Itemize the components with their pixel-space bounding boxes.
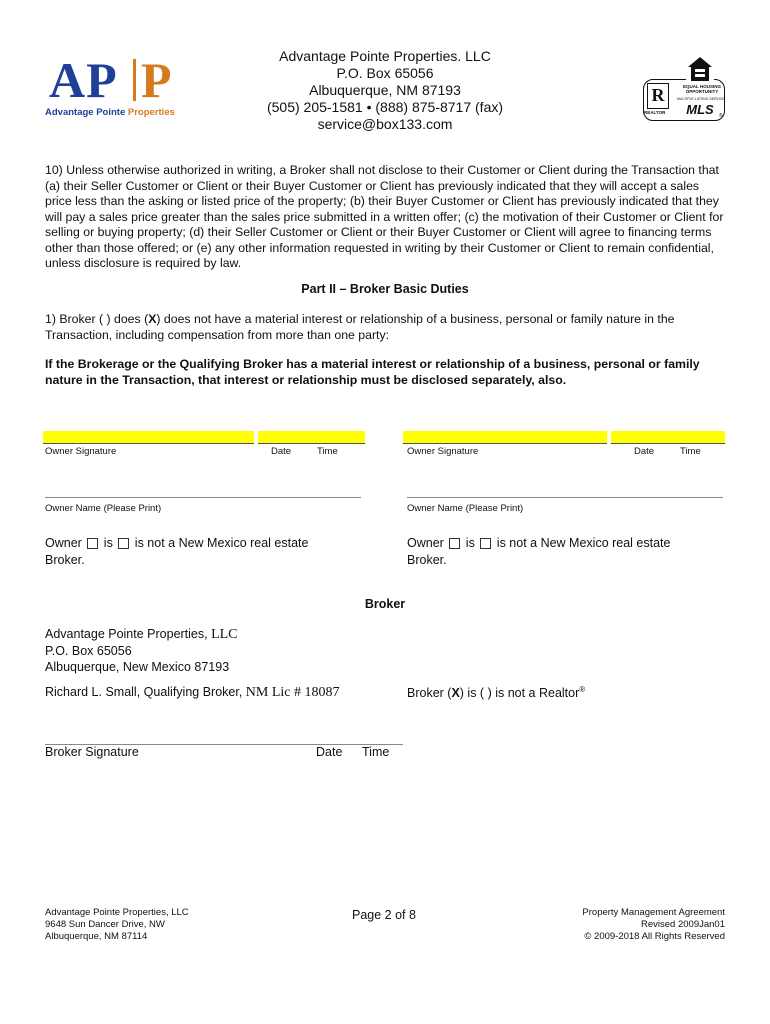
- disclosure-notice: If the Brokerage or the Qualifying Broker has a material interest or relationship of a business, personal or family nature in the Transaction, that interest or relationship must be disclosed separately, also.: [45, 357, 700, 387]
- logo-sub-orange: Properties: [127, 107, 175, 118]
- is-not-checkbox-right[interactable]: [480, 538, 491, 549]
- broker-interest-paragraph: [45, 312, 725, 343]
- qualifying-broker-name: Richard L. Small, Qualifying Broker,: [45, 685, 246, 699]
- broker-company-suffix: LLC: [211, 627, 238, 642]
- broker-section-title: Broker: [364, 597, 406, 611]
- broker-date-label: Date: [316, 745, 343, 759]
- realtor-status-x: X: [451, 686, 460, 701]
- owner-word: Owner: [407, 536, 444, 550]
- header-city: Albuquerque, NM 87193: [309, 82, 461, 98]
- broker-time-label: Time: [362, 745, 390, 759]
- owner-signature-label-right: Owner Signature: [407, 446, 479, 457]
- broker-company: [45, 626, 238, 643]
- footer-company: Advantage Pointe Properties, LLC: [45, 907, 189, 918]
- header-company: Advantage Pointe Properties. LLC: [279, 48, 491, 64]
- header-email: service@box133.com: [317, 116, 453, 132]
- time-label-right: Time: [680, 446, 701, 457]
- date-label-right: Date: [634, 446, 655, 457]
- realtor-status-b: ) is ( ) is not a Realtor: [459, 686, 580, 701]
- mls-reg: ®: [719, 113, 723, 119]
- footer-document-info: [520, 907, 725, 943]
- company-logo: [45, 52, 190, 120]
- broker-license: NM Lic # 18087: [245, 685, 340, 700]
- realtor-status: [407, 685, 585, 700]
- broker-city: Albuquerque, New Mexico 87193: [45, 660, 230, 674]
- is-checkbox-right[interactable]: [449, 538, 460, 549]
- broker-interest-part-b: ) does not have a material interest or relationship of a business, personal or family nature in the Transaction, including compensation from more than one party:: [45, 312, 675, 342]
- owner-word: Owner: [45, 536, 82, 550]
- is-not-text: is not a New Mexico real estate: [496, 536, 671, 550]
- equal-housing-icon: [686, 55, 714, 83]
- header-contact: [200, 48, 570, 133]
- is-word: is: [103, 536, 113, 550]
- realtor-reg: ®: [579, 685, 586, 694]
- owner-name-field-right[interactable]: [407, 497, 723, 498]
- footer-street: 9648 Sun Dancer Drive, NW: [45, 919, 165, 930]
- mls-small-text: MULTIPLE LISTING SERVICE: [677, 97, 725, 101]
- logo-subtitle: [45, 107, 175, 118]
- realtor-status-a: Broker (: [407, 686, 452, 701]
- header-po-box: P.O. Box 65056: [336, 65, 434, 81]
- is-not-text: is not a New Mexico real estate: [134, 536, 309, 550]
- owner-signature-field-left[interactable]: [43, 431, 365, 444]
- owner-name-label-right: Owner Name (Please Print): [407, 503, 524, 514]
- broker-company-prefix: Advantage Pointe Properties,: [45, 627, 212, 641]
- realtor-icon: R: [647, 83, 669, 109]
- realtor-text: REALTOR: [644, 110, 666, 115]
- footer-doc-title: Property Management Agreement: [582, 907, 725, 918]
- owner-status-right: [407, 535, 707, 569]
- date-label-left: Date: [271, 446, 292, 457]
- page-number: Page 2 of 8: [352, 908, 416, 922]
- signature-gap-left: [254, 431, 258, 444]
- is-word: is: [465, 536, 475, 550]
- broker-interest-part-a: 1) Broker ( ) does (: [45, 312, 149, 326]
- footer-address: [45, 907, 189, 943]
- owner-name-label-left: Owner Name (Please Print): [45, 503, 162, 514]
- broker-po-box: P.O. Box 65056: [45, 644, 132, 658]
- owner-signature-label-left: Owner Signature: [45, 446, 117, 457]
- affiliation-logos: [643, 55, 725, 121]
- owner-status-left: [45, 535, 345, 569]
- footer-city: Albuquerque, NM 87114: [45, 931, 148, 942]
- mls-icon: MLS: [686, 102, 714, 117]
- qualifying-broker: [45, 685, 340, 701]
- logo-ap-letters: AP: [49, 52, 118, 108]
- part-ii-title: Part II – Broker Basic Duties: [301, 282, 469, 296]
- time-label-left: Time: [317, 446, 338, 457]
- is-checkbox-left[interactable]: [87, 538, 98, 549]
- owner-name-field-left[interactable]: [45, 497, 361, 498]
- broker-word: Broker.: [45, 553, 85, 567]
- broker-word: Broker.: [407, 553, 447, 567]
- paragraph-10: 10) Unless otherwise authorized in writing, a Broker shall not disclose to their Customer or Client during the Transaction that (a) their Seller Customer or Client or their Buyer Customer or Client has previously indicated that they will accept a sales price less than the asking or listed price of the property; (b) their Buyer Customer or Client has previously indicated that they will pay a sales price greater than the sales price submitted in a written offer; (c) the motivation of their Customer or Client for selling or buying property; (d) their Seller Customer or Client or their Buyer Customer or Client will agree to financing terms other than those offered; or (e) any other information requested in writing by their Customer or Client to remain confidential, unless disclosure is required by law.: [45, 163, 724, 270]
- logo-p-letter: P: [141, 52, 172, 108]
- logo-divider: [133, 59, 136, 101]
- footer-revision: Revised 2009Jan01: [641, 919, 725, 930]
- logo-sub-blue: Advantage Pointe: [45, 107, 126, 118]
- signature-gap-right: [607, 431, 611, 444]
- header-phones: (505) 205-1581 • (888) 875-8717 (fax): [266, 99, 504, 115]
- equal-housing-text: EQUAL HOUSING OPPORTUNITY: [683, 84, 721, 94]
- owner-signature-field-right[interactable]: [403, 431, 725, 444]
- broker-signature-label: Broker Signature: [45, 745, 139, 759]
- is-not-checkbox-left[interactable]: [118, 538, 129, 549]
- broker-interest-x: X: [148, 312, 157, 326]
- footer-copyright: © 2009-2018 All Rights Reserved: [584, 931, 725, 942]
- broker-address: [45, 626, 238, 675]
